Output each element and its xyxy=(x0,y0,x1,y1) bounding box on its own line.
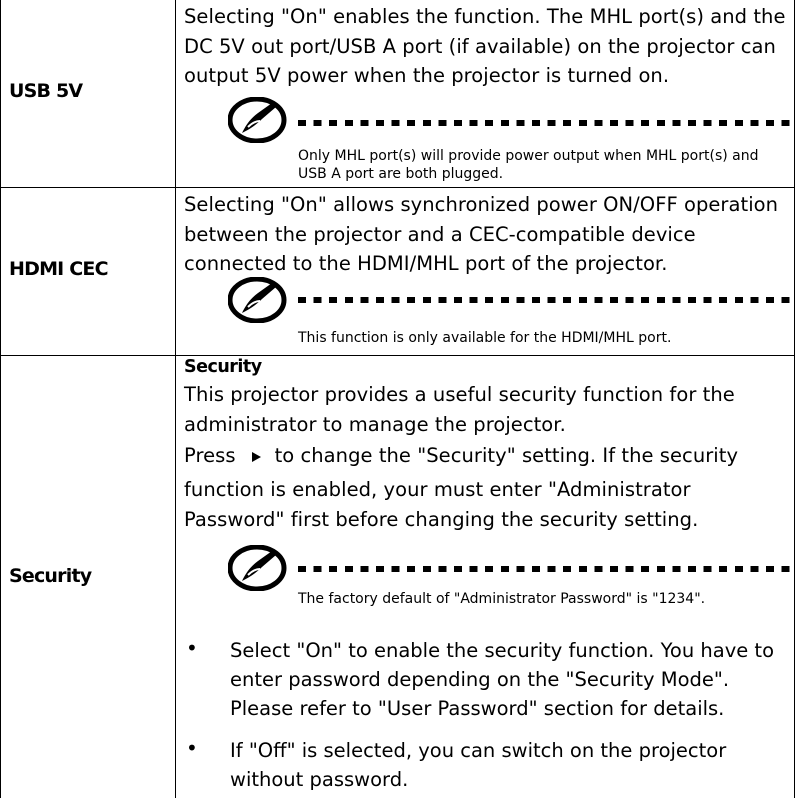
note-pen-icon xyxy=(228,545,288,591)
bullet-icon: • xyxy=(186,736,198,760)
row-description: Selecting "On" allows synchronized power ON/OFF operation between the projector and a CEC-compatible device connected to the HDMI/MHL port of the projector. xyxy=(184,193,779,275)
security-press-line xyxy=(184,441,789,471)
note-text: Only MHL port(s) will provide power output when MHL port(s) and USB A port are both plugged. xyxy=(298,148,759,182)
row-label: USB 5V xyxy=(9,80,83,102)
section-title: Security xyxy=(184,357,262,377)
note-separator xyxy=(298,566,790,572)
row-divider xyxy=(0,187,795,188)
row-divider xyxy=(0,355,795,356)
bullet-icon: • xyxy=(186,636,198,660)
row-label: Security xyxy=(9,565,92,587)
note-separator xyxy=(298,297,790,303)
table-border-left xyxy=(0,0,1,798)
note-separator xyxy=(298,120,790,126)
note-pen-icon xyxy=(228,97,288,143)
table-column-divider xyxy=(175,0,176,798)
row-label: HDMI CEC xyxy=(9,258,108,280)
note-pen-icon xyxy=(228,277,288,323)
security-press-continued: function is enabled, your must enter "Administrator Password" first before changing the security setting. xyxy=(184,478,699,531)
note-text: This function is only available for the HDMI/MHL port. xyxy=(298,330,672,346)
bullet-item: If "Off" is selected, you can switch on the projector without password. xyxy=(230,739,727,791)
row-description: Selecting "On" enables the function. The MHL port(s) and the DC 5V out port/USB A port (if available) on the projector can output 5V power when the projector is turned on. xyxy=(184,5,786,87)
press-suffix: to change the "Security" setting. If the security xyxy=(274,444,739,467)
note-text: The factory default of "Administrator Password" is "1234". xyxy=(298,591,706,607)
table-border-right xyxy=(794,0,795,798)
right-arrow-icon xyxy=(252,452,261,462)
bullet-item: Select "On" to enable the security function. You have to enter password depending on the "Security Mode". Please refer to "User Password" section for details. xyxy=(230,639,775,720)
press-prefix: Press xyxy=(184,444,236,467)
security-intro: This projector provides a useful security function for the administrator to manage the projector. xyxy=(184,383,735,436)
